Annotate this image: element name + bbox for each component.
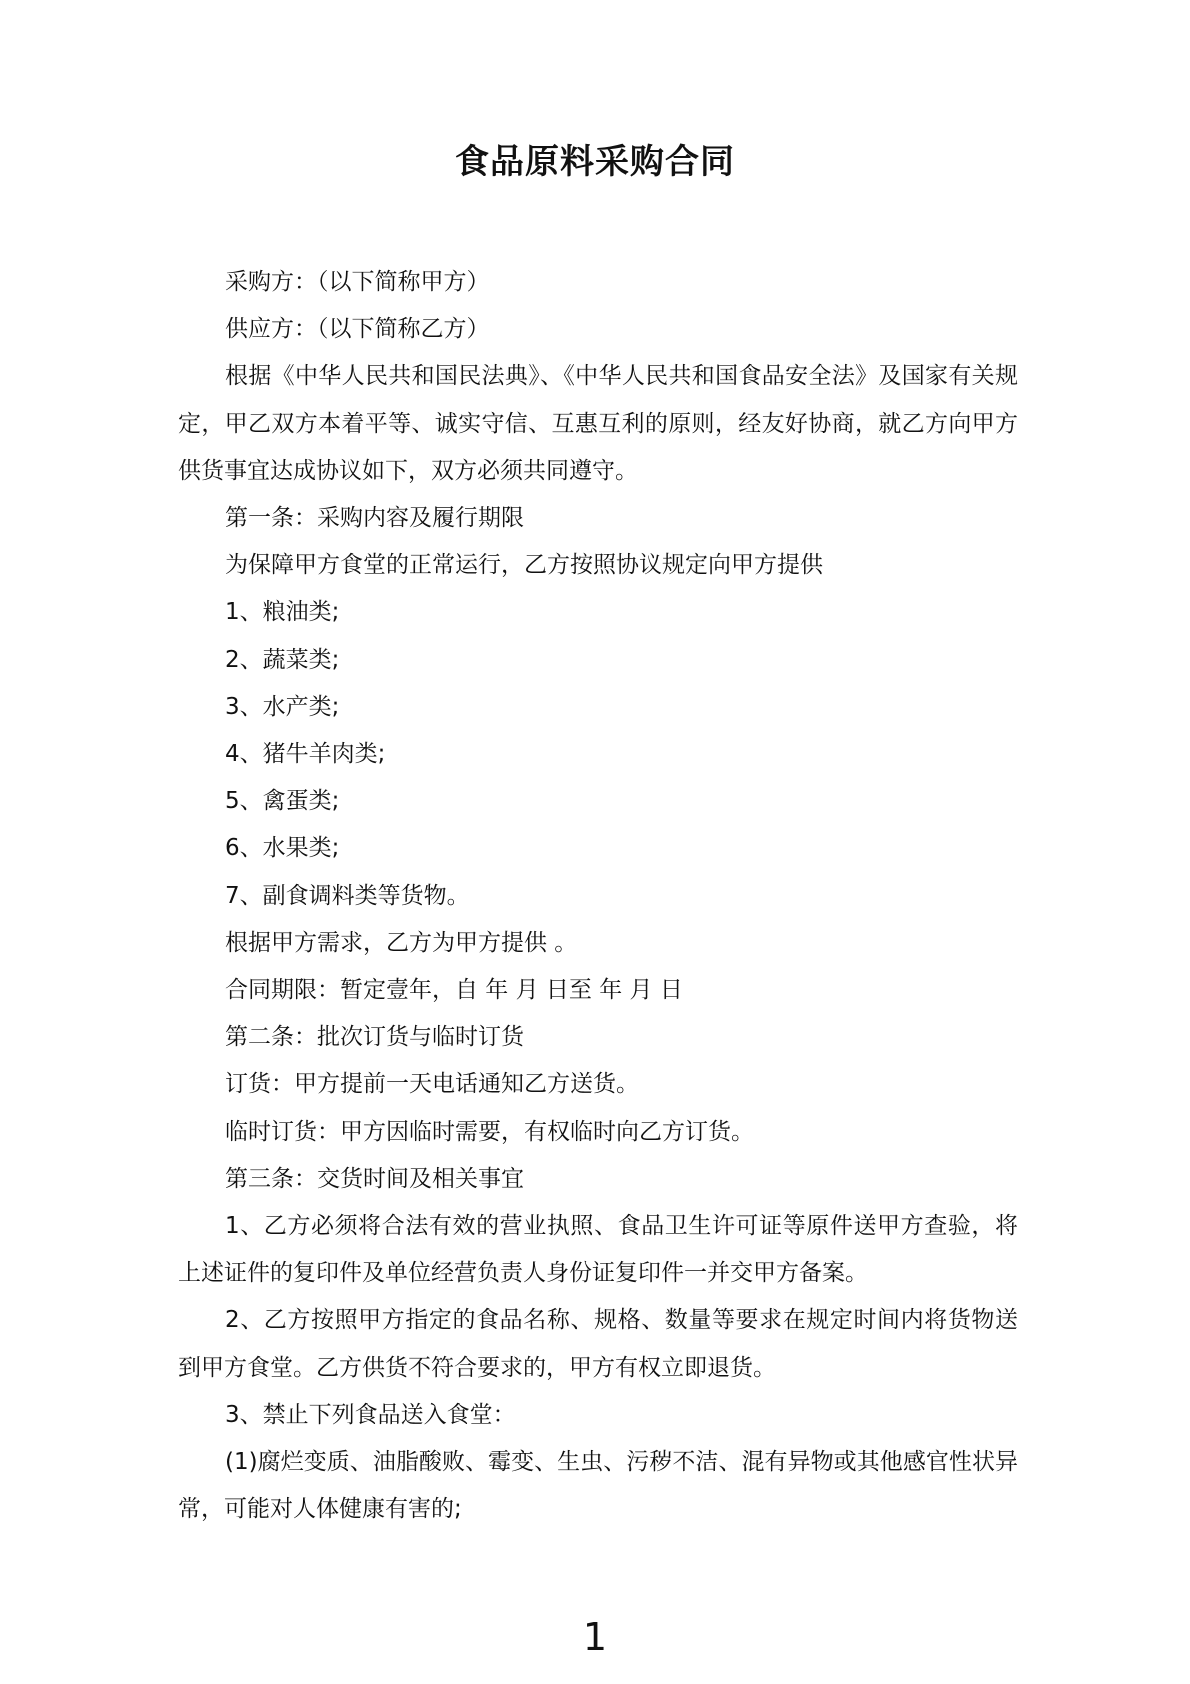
article-1-intro: 为保障甲方食堂的正常运行，乙方按照协议规定向甲方提供: [225, 552, 823, 579]
prohibited-food-item-1: (1)腐烂变质、油脂酸败、霉变、生虫、污秽不洁、混有异物或其他感官性状异常，可能对人体健康有害的;: [178, 1449, 1018, 1523]
contract-term: 合同期限：暂定壹年，自 年 月 日至 年 月 日: [225, 977, 683, 1004]
preamble-paragraph: 根据《中华人民共和国民法典》、《中华人民共和国食品安全法》及国家有关规定，甲乙双方本着平等、诚实守信、互惠互利的原则，经友好协商，就乙方向甲方供货事宜达成协议如下，双方必须共同遵守。: [178, 363, 1018, 484]
goods-item-6: 6、水果类;: [225, 835, 340, 862]
temporary-ordering-rule: 临时订货：甲方因临时需要，有权临时向乙方订货。: [225, 1118, 754, 1145]
goods-item-4: 4、猪牛羊肉类;: [225, 741, 386, 768]
goods-item-5: 5、禽蛋类;: [225, 788, 340, 815]
ordering-rule: 订货：甲方提前一天电话通知乙方送货。: [225, 1071, 639, 1098]
article-3-clause-2: 2、乙方按照甲方指定的食品名称、规格、数量等要求在规定时间内将货物送到甲方食堂。乙方供货不符合要求的，甲方有权立即退货。: [178, 1307, 1018, 1381]
document-title: 食品原料采购合同: [455, 142, 735, 182]
article-1-heading: 第一条：采购内容及履行期限: [225, 505, 524, 532]
goods-item-3: 3、水产类;: [225, 693, 340, 720]
article-3-clause-3: 3、禁止下列食品送入食堂：: [225, 1401, 516, 1428]
supplier-line: 供应方：（以下简称乙方）: [225, 316, 490, 343]
purchaser-line: 采购方：（以下简称甲方）: [225, 269, 490, 295]
article-3-clause-1: 1、乙方必须将合法有效的营业执照、食品卫生许可证等原件送甲方查验，将上述证件的复印件及单位经营负责人身份证复印件一并交甲方备案。: [178, 1213, 1018, 1287]
supply-requirement: 根据甲方需求，乙方为甲方提供 。: [225, 929, 578, 956]
goods-item-7: 7、副食调料类等货物。: [225, 882, 470, 909]
goods-item-1: 1、粮油类;: [225, 599, 340, 626]
page-number: 1: [582, 1615, 608, 1659]
document-body: [178, 259, 1018, 1533]
article-3-heading: 第三条：交货时间及相关事宜: [225, 1165, 524, 1192]
article-2-heading: 第二条：批次订货与临时订货: [225, 1024, 524, 1051]
goods-item-2: 2、蔬菜类;: [225, 646, 340, 673]
